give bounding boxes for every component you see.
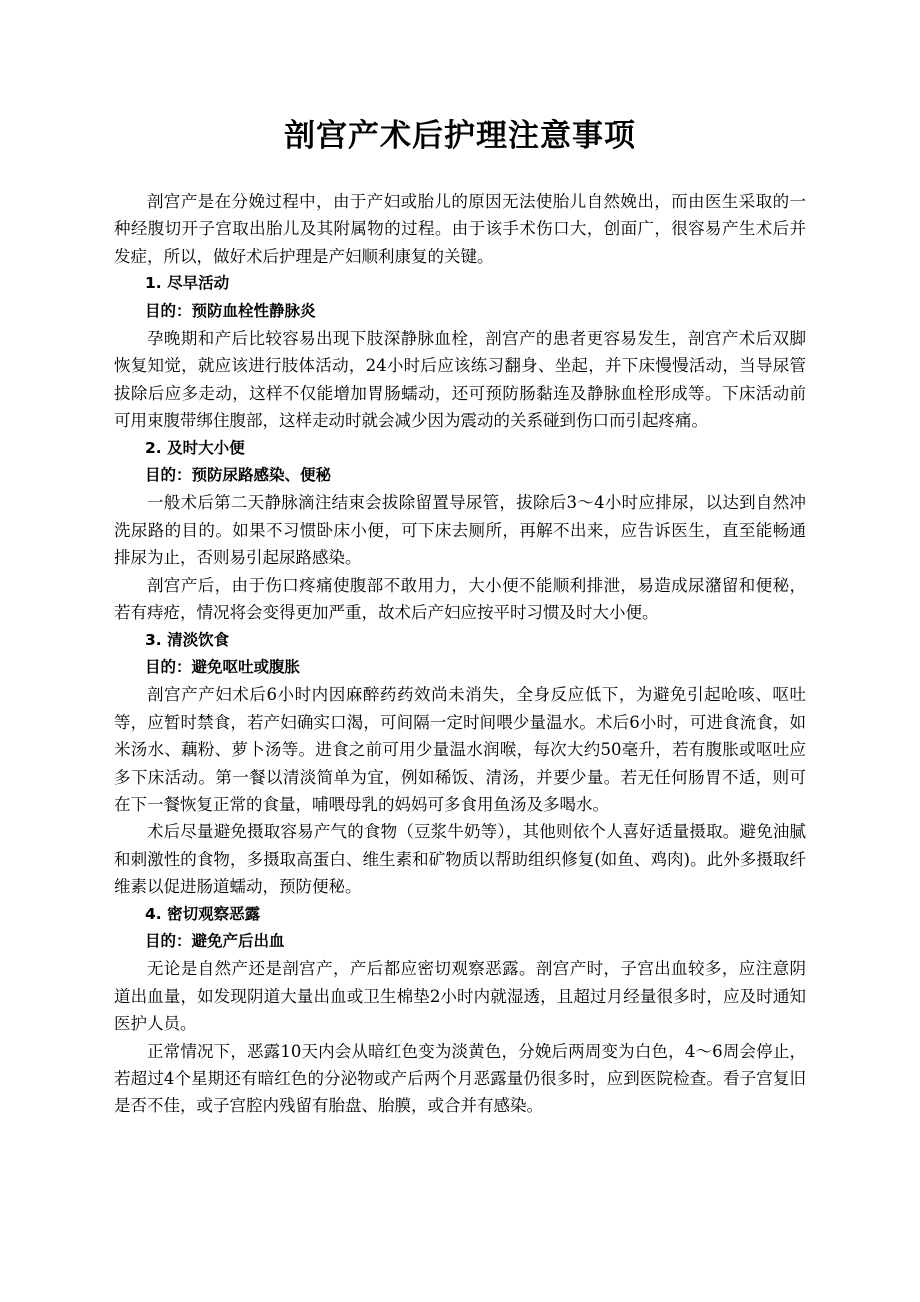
section-heading: 2. 及时大小便 — [145, 438, 245, 457]
section-heading: 3. 清淡饮食 — [145, 630, 230, 649]
section-paragraph: 一般术后第二天静脉滴注结束会拔除留置导尿管，拔除后3～4小时应排尿，以达到自然冲洗尿路的目的。如果不习惯卧床小便，可下床去厕所，再解不出来，应告诉医生，直至能畅通排尿为止，否则易引起尿路感染。 — [114, 493, 806, 568]
section-paragraph: 术后尽量避免摄取容易产气的食物（豆浆牛奶等），其他则依个人喜好适量摄取。避免油腻和刺激性的食物，多摄取高蛋白、维生素和矿物质以帮助组织修复(如鱼、鸡肉)。此外多摄取纤维素以促进肠道蠕动，预防便秘。 — [114, 822, 806, 897]
section-paragraph: 孕晚期和产后比较容易出现下肢深静脉血栓，剖宫产的患者更容易发生，剖宫产术后双脚恢复知觉，就应该进行肢体活动，24小时后应该练习翻身、坐起，并下床慢慢活动，当导尿管拔除后应多走动，这样不仅能增加胃肠蠕动，还可预防肠黏连及静脉血栓形成等。下床活动前可用束腹带绑住腹部，这样走动时就会减少因为震动的关系碰到伤口而引起疼痛。 — [114, 329, 806, 431]
section-paragraph: 剖宫产后，由于伤口疼痛使腹部不敢用力，大小便不能顺利排泄，易造成尿潴留和便秘，若有痔疮，情况将会变得更加严重，故术后产妇应按平时习惯及时大小便。 — [114, 575, 806, 623]
section-paragraph: 正常情况下，恶露10天内会从暗红色变为淡黄色，分娩后两周变为白色，4～6周会停止，若超过4个星期还有暗红色的分泌物或产后两个月恶露量仍很多时，应到医院检查。看子宫复旧是否不佳，或子宫腔内残留有胎盘、胎膜，或合并有感染。 — [114, 1041, 806, 1116]
section-purpose: 目的：避免产后出血 — [145, 931, 285, 950]
document-body — [114, 188, 806, 1120]
section-purpose: 目的：避免呕吐或腹胀 — [145, 657, 301, 676]
section-paragraph: 剖宫产产妇术后6小时内因麻醉药药效尚未消失，全身反应低下，为避免引起呛咳、呕吐等，应暂时禁食，若产妇确实口渴，可间隔一定时间喂少量温水。术后6小时，可进食流食，如米汤水、藕粉、萝卜汤等。进食之前可用少量温水润喉，每次大约50毫升，若有腹胀或呕吐应多下床活动。第一餐以清淡简单为宜，例如稀饭、清汤，并要少量。若无任何肠胃不适，则可在下一餐恢复正常的食量，哺喂母乳的妈妈可多食用鱼汤及多喝水。 — [114, 685, 806, 814]
section-heading: 1. 尽早活动 — [145, 274, 230, 293]
section-purpose: 目的：预防血栓性静脉炎 — [145, 301, 316, 320]
section-paragraph: 无论是自然产还是剖宫产，产后都应密切观察恶露。剖宫产时，子宫出血较多，应注意阴道出血量，如发现阴道大量出血或卫生棉垫2小时内就湿透，且超过月经量很多时，应及时通知医护人员。 — [114, 959, 806, 1034]
section-purpose: 目的：预防尿路感染、便秘 — [145, 466, 332, 485]
intro-paragraph: 剖宫产是在分娩过程中，由于产妇或胎儿的原因无法使胎儿自然娩出，而由医生采取的一种经腹切开子宫取出胎儿及其附属物的过程。由于该手术伤口大，创面广，很容易产生术后并发症，所以，做好术后护理是产妇顺利康复的关键。 — [114, 192, 806, 266]
section-heading: 4. 密切观察恶露 — [145, 904, 261, 923]
document-title: 剖宫产术后护理注意事项 — [284, 118, 636, 154]
